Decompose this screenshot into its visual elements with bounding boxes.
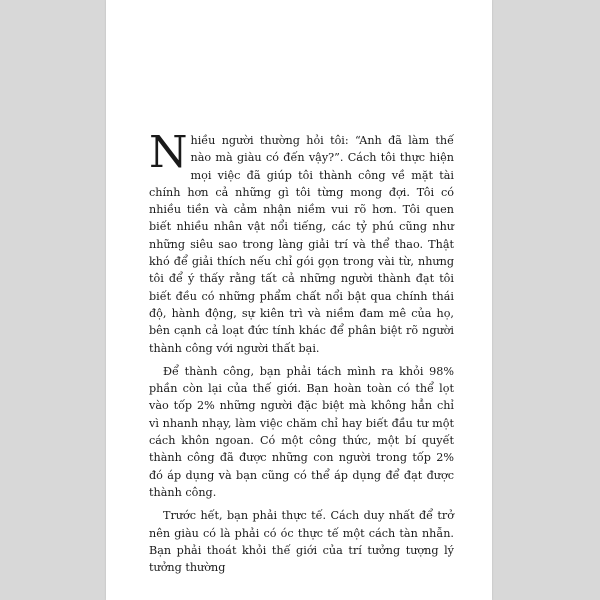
book-page	[106, 0, 492, 600]
body-text	[149, 127, 454, 576]
drop-cap: N	[149, 127, 188, 178]
paragraph-3: Trước hết, bạn phải thực tế. Cách duy nhất để trở nên giàu có là phải có óc thực tế một cách tàn nhẫn. Bạn phải thoát khỏi thế giới của trí tưởng tượng lý tưởng thường	[149, 509, 454, 575]
paragraph-1-text: hiều người thường hỏi tôi: “Anh đã làm thế nào mà giàu có đến vậy?”. Cách tôi thực hiện mọi việc đã giúp tôi thành công về mặt tài chính hơn cả những gì tôi từng mong đợi. Tôi có nhiều tiền và cảm nhận niềm vui rõ hơn. Tôi quen biết nhiều nhân vật nổi tiếng, các tỷ phú cũng như những siêu sao trong làng giải trí và thể thao. Thật khó để giải thích nếu chỉ gói gọn trong vài từ, nhưng tôi để ý thấy rằng tất cả những người thành đạt tôi biết đều có những phẩm chất nổi bật qua chính thái độ, hành động, sự kiên trì và niềm đam mê của họ, bên cạnh cả loạt đức tính khác để phân biệt rõ người thành công với người thất bại.	[149, 134, 454, 355]
paragraph-1	[149, 127, 454, 357]
paragraph-2: Để thành công, bạn phải tách mình ra khỏi 98% phần còn lại của thế giới. Bạn hoàn toàn có thể lọt vào tốp 2% những người đặc biệt mà không hẳn chỉ vì nhanh nhạy, làm việc chăm chỉ hay biết đầu tư một cách khôn ngoan. Có một công thức, một bí quyết thành công đã được những con người trong tốp 2% đó áp dụng và bạn cũng có thể áp dụng để đạt được thành công.	[149, 364, 454, 499]
